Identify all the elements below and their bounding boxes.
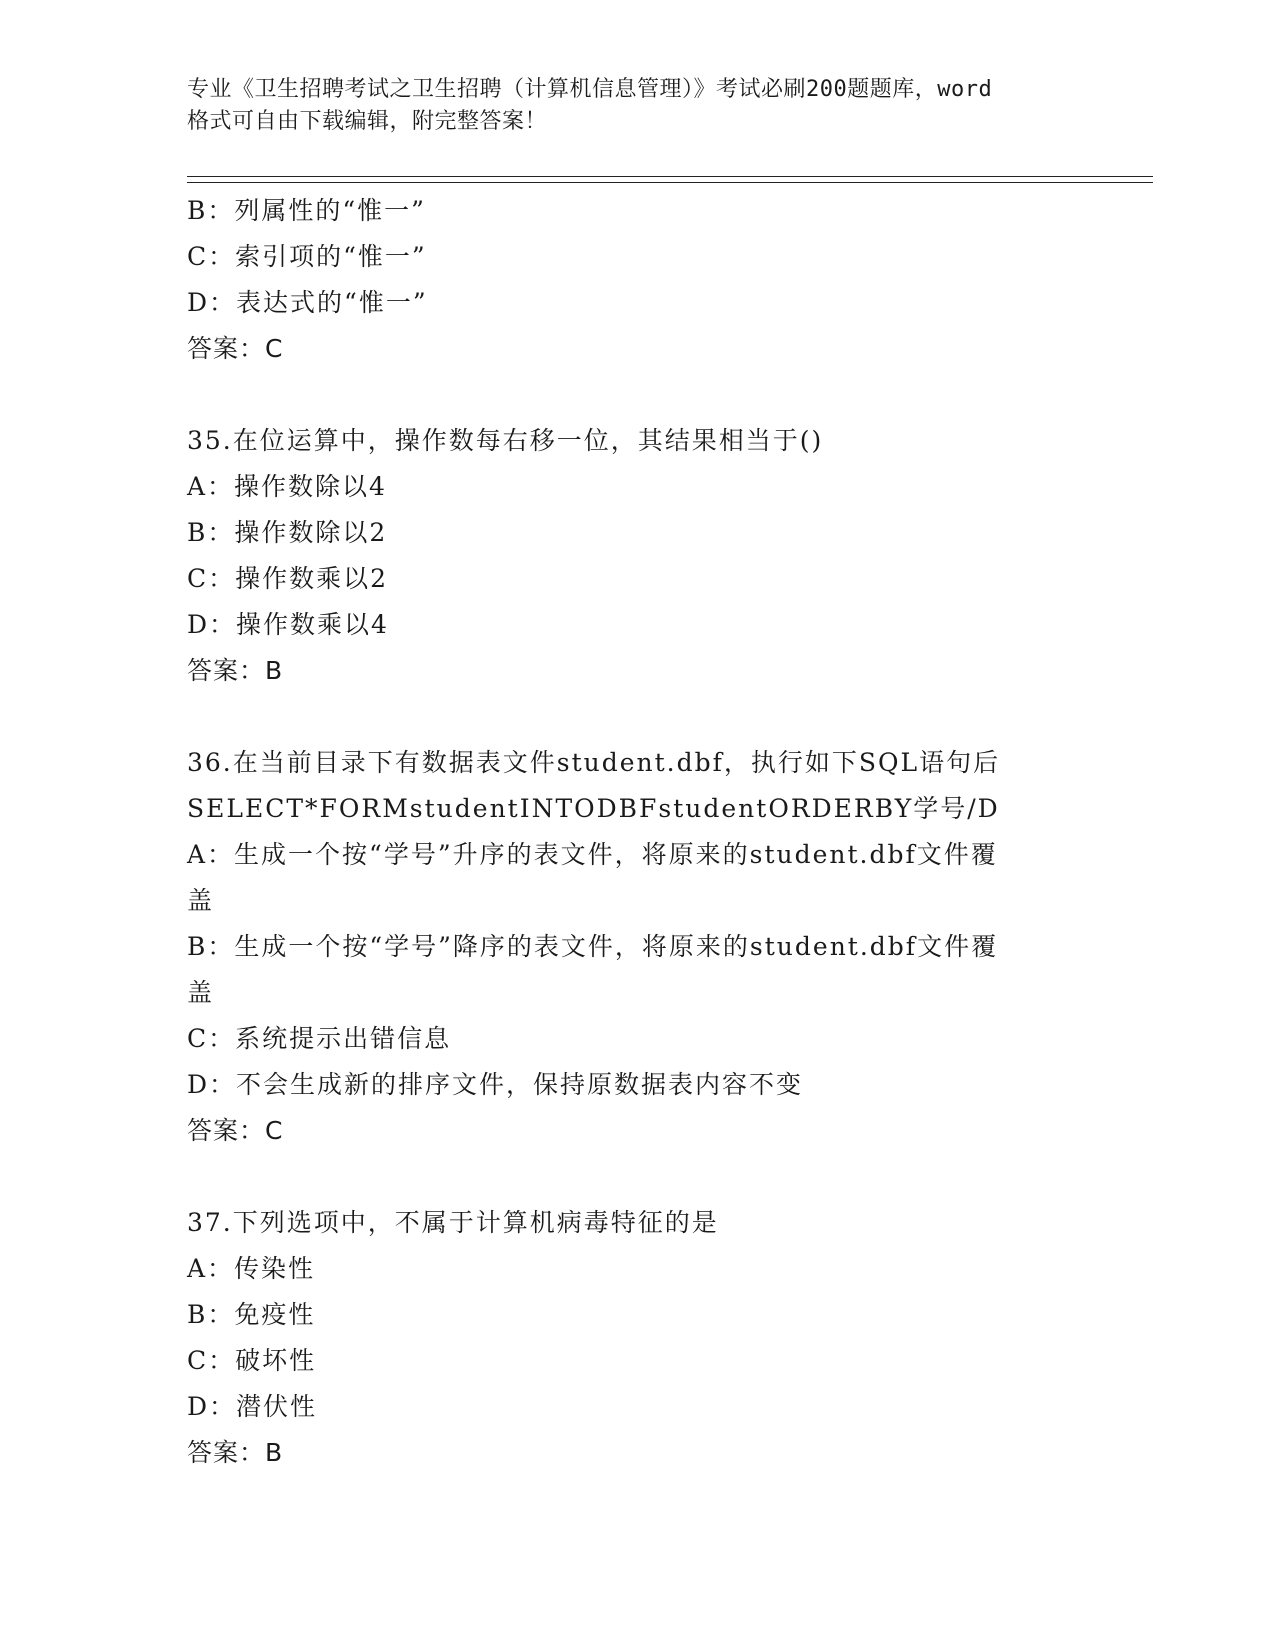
option-c: C：索引项的“惟一” <box>187 242 427 271</box>
option-b-line-2: 盖 <box>187 978 215 1007</box>
answer-line: 答案：C <box>187 334 284 363</box>
option-d: D：表达式的“惟一” <box>187 288 428 317</box>
question-spacer <box>187 694 1087 740</box>
option-c: C：系统提示出错信息 <box>187 1024 452 1053</box>
question-stem: 37.下列选项中，不属于计算机病毒特征的是 <box>187 1208 719 1237</box>
question-stem-line-1: 36.在当前目录下有数据表文件student.dbf，执行如下SQL语句后 <box>187 748 1001 777</box>
question-36 <box>187 740 1087 1154</box>
header-divider-top <box>187 176 1153 177</box>
option-a: A：传染性 <box>187 1254 316 1283</box>
option-a: A：操作数除以4 <box>187 472 387 501</box>
option-b: B：操作数除以2 <box>187 518 388 547</box>
option-a-line-2: 盖 <box>187 886 215 915</box>
option-b-line-1: B：生成一个按“学号”降序的表文件，将原来的student.dbf文件覆 <box>187 932 999 961</box>
option-c: C：操作数乘以2 <box>187 564 389 593</box>
option-d: D：潜伏性 <box>187 1392 318 1421</box>
option-b: B：免疫性 <box>187 1300 316 1329</box>
question-34-continuation <box>187 188 1087 372</box>
question-spacer <box>187 1154 1087 1200</box>
question-35 <box>187 418 1087 694</box>
question-spacer <box>187 372 1087 418</box>
answer-line: 答案：B <box>187 1438 284 1467</box>
header-line-2: 格式可自由下载编辑，附完整答案！ <box>187 109 548 134</box>
document-header <box>187 74 1087 138</box>
option-d: D：操作数乘以4 <box>187 610 389 639</box>
answer-line: 答案：C <box>187 1116 284 1145</box>
option-d: D：不会生成新的排序文件，保持原数据表内容不变 <box>187 1070 804 1099</box>
option-a-line-1: A：生成一个按“学号”升序的表文件，将原来的student.dbf文件覆 <box>187 840 998 869</box>
question-37 <box>187 1200 1087 1476</box>
header-divider-bottom <box>187 182 1153 183</box>
question-list <box>187 188 1087 1476</box>
option-b: B：列属性的“惟一” <box>187 196 426 225</box>
question-stem: 35.在位运算中，操作数每右移一位，其结果相当于() <box>187 426 824 455</box>
option-c: C：破坏性 <box>187 1346 317 1375</box>
header-line-1: 专业《卫生招聘考试之卫生招聘（计算机信息管理）》考试必刷200题题库，word <box>187 77 993 102</box>
answer-line: 答案：B <box>187 656 284 685</box>
question-stem-line-2: SELECT*FORMstudentINTODBFstudentORDERBY学号/D <box>187 794 1000 823</box>
